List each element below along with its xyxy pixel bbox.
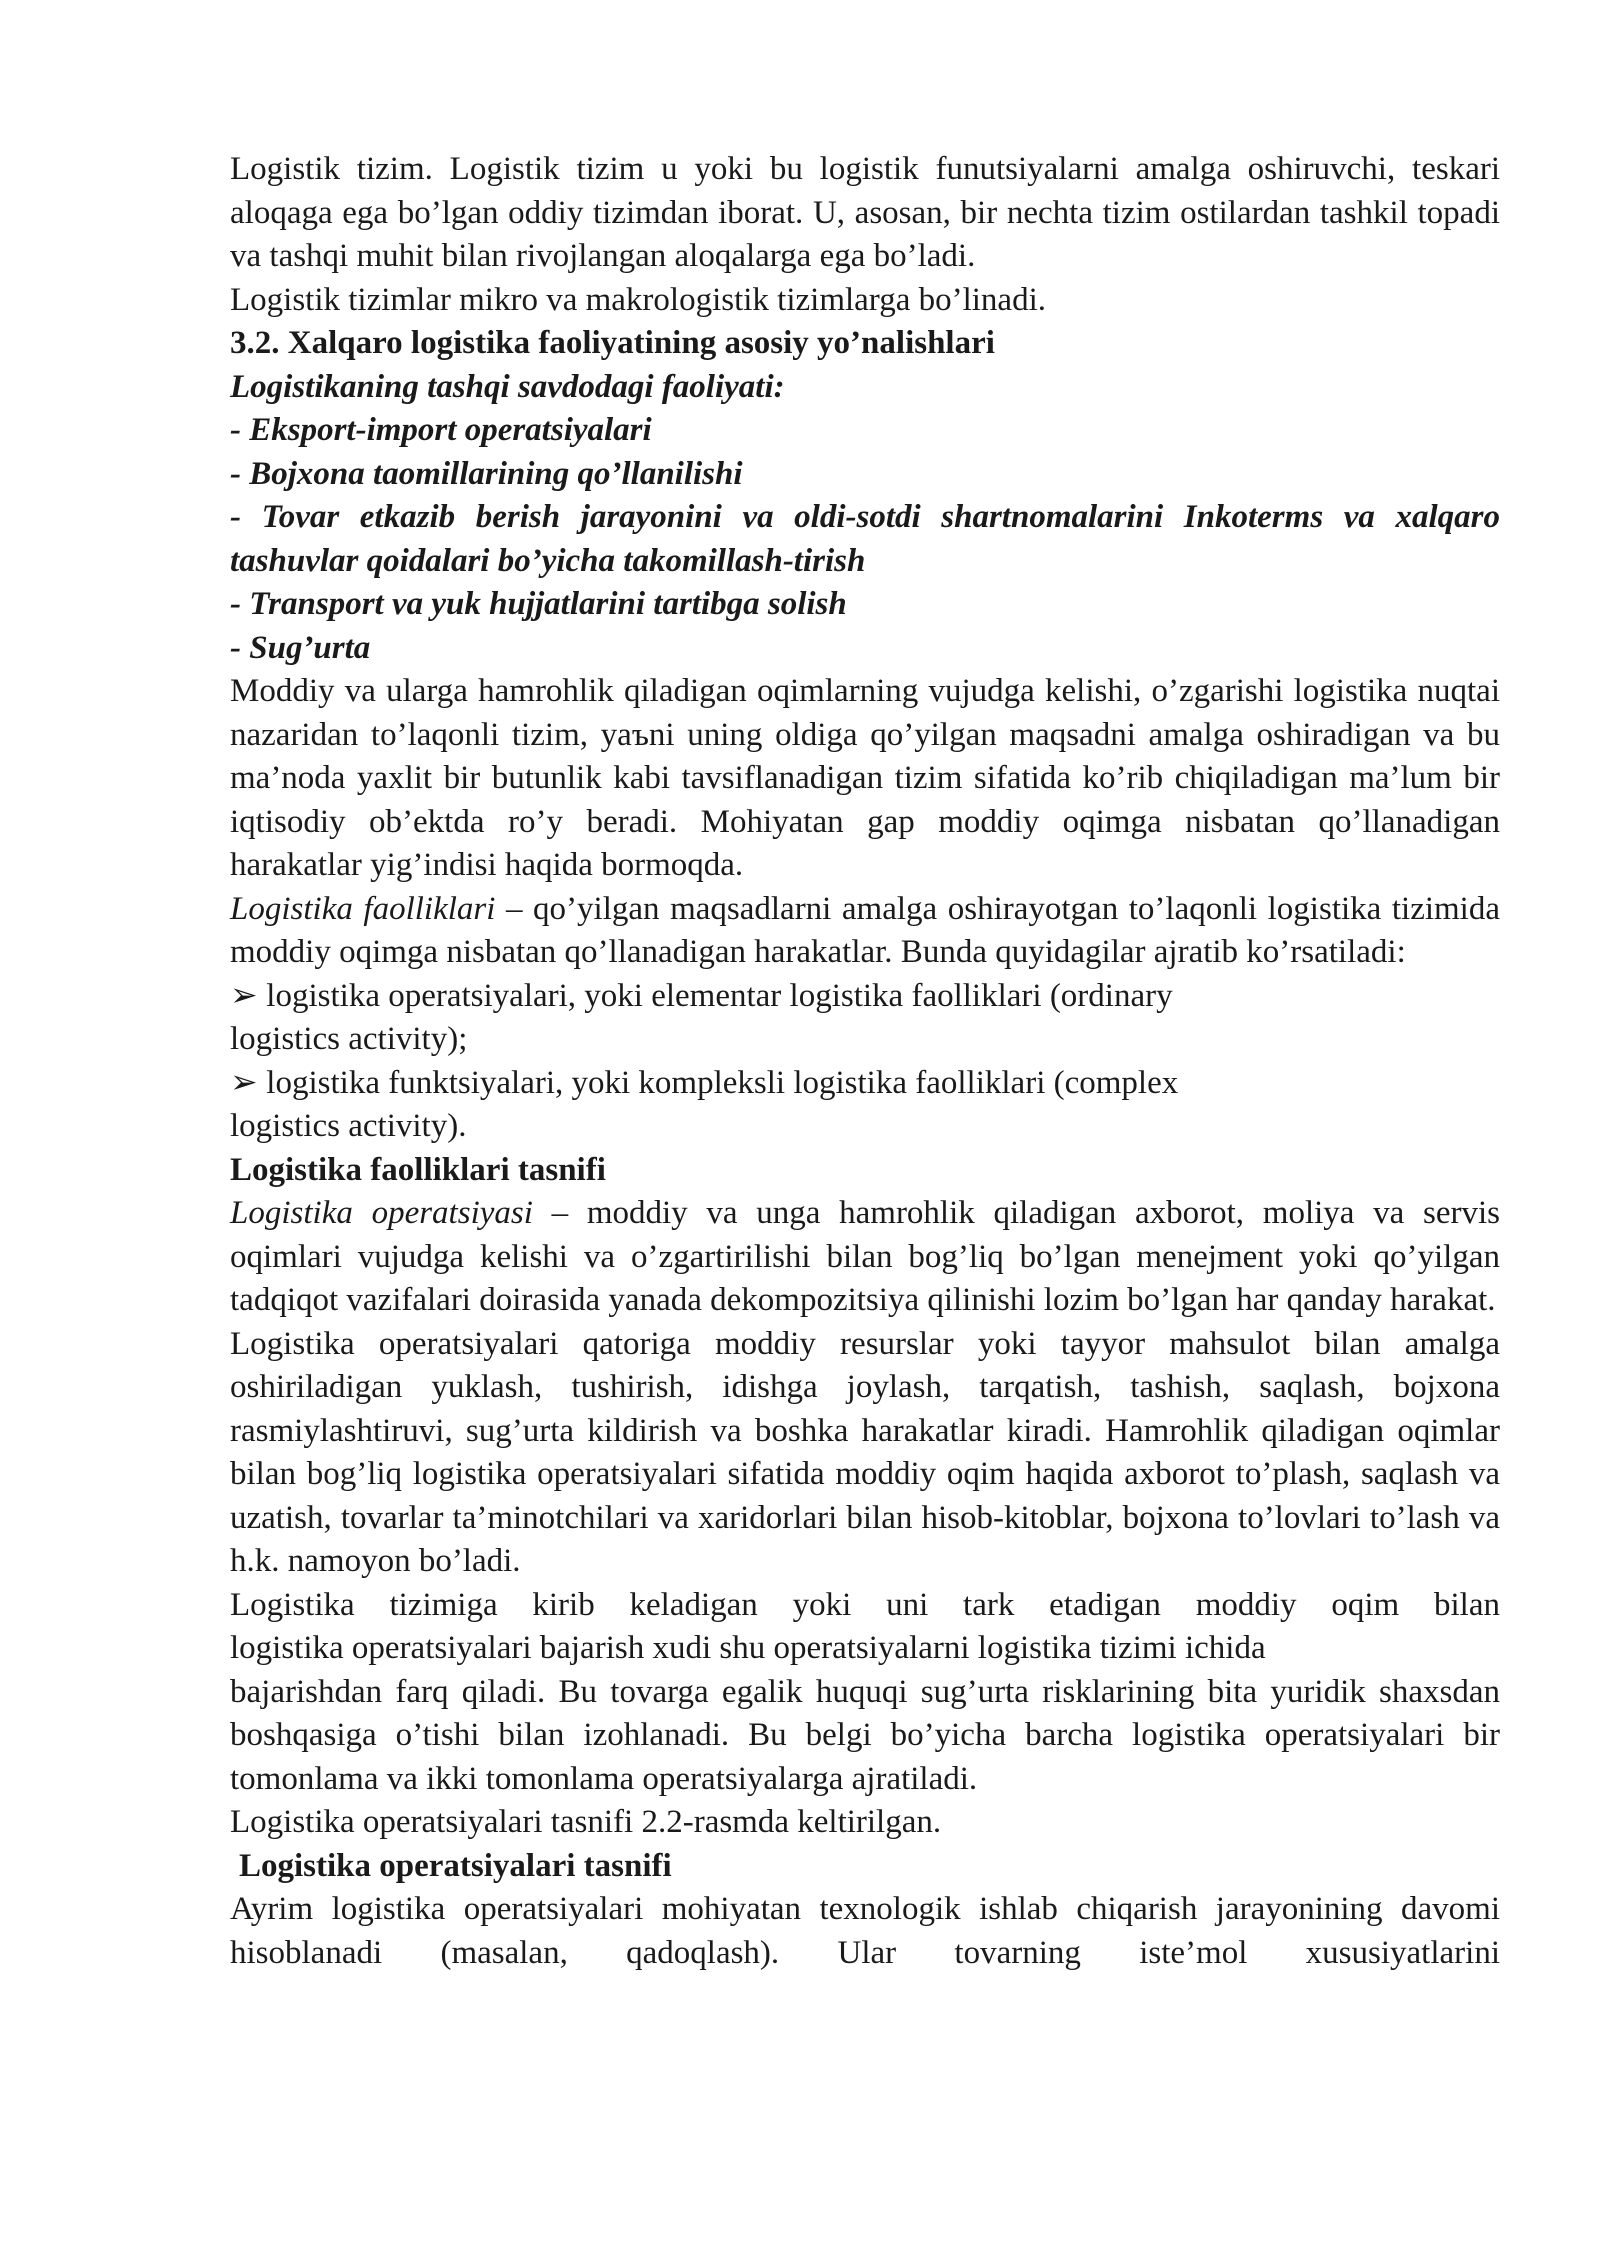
bullet-text-continued: logistics activity); (230, 1021, 468, 1057)
activity-item: - Transport va yuk hujjatlarini tartibga solish (230, 586, 847, 622)
heading-operations-classification: Logistika operatsiyalari tasnifi (239, 1847, 672, 1884)
definition-text: – qo’yilgan maqsadlarni amalga oshirayotgan to’laqonli logistika tizimida moddiy oqimga nisbatan qo’llanadigan harakatlar. Bunda quyidagilar ajratib ko’rsatiladi: (230, 890, 1500, 970)
bullet-item (230, 975, 1500, 1062)
paragraph-logistic-system: Logistik tizim. Logistik tizim u yoki bu logistik funutsiyalarni amalga oshiruvchi, teskari aloqaga ega bo’lgan oddiy tizimdan iborat. U, asosan, bir nechta tizim ostilardan tashkil topadi va tashqi muhit bilan rivojlangan aloqalarga ega bo’ladi. (230, 151, 1500, 274)
term-logistics-operation: Logistika operatsiyasi (230, 1195, 533, 1231)
activity-item: - Bojxona taomillarining qo’llanilishi (230, 455, 743, 492)
heading-activities-classification: Logistika faolliklari tasnifi (230, 1151, 606, 1188)
activity-item: - Eksport-import operatsiyalari (230, 412, 652, 448)
paragraph-flows: Moddiy va ularga hamrohlik qiladigan oqimlarning vujudga kelishi, o’zgarishi logistika nuqtai nazaridan to’laqonli tizim, yaъni uning oldiga qo’yilgan maqsadni amalga oshiradigan va bu ma’noda yaxlit bir butunlik kabi tavsiflanadigan tizim sifatida ko’rib chiqiladigan ma’lum bir iqtisodiy ob’ektda ro’y beradi. Mohiyatan gap moddiy oqimga nisbatan qo’llanadigan harakatlar yig’indisi haqida bormoqda. (230, 673, 1500, 883)
section-heading: 3.2. Xalqaro logistika faoliyatining asosiy yo’nalishlari (230, 325, 995, 361)
arrow-bullet-icon: ➢ (230, 1064, 258, 1101)
bullet-text: logistika operatsiyalari, yoki elementar logistika faolliklari (ordinary (266, 977, 1173, 1014)
activity-item: - Tovar etkazib berish jarayonini va oldi-sotdi shartnomalarini Inkoterms va xalqaro tashuvlar qoidalari bo’yicha takomillash-tirish (230, 499, 1500, 579)
term-logistics-activities: Logistika faolliklari (230, 890, 496, 927)
arrow-bullet-icon: ➢ (230, 977, 258, 1014)
paragraph-technological-operations: Ayrim logistika operatsiyalari mohiyatan texnologik ishlab chiqarish jarayonining davomi hisoblanadi (masalan, qadoqlash). Ular tovarning iste’mol xususiyatlarini (230, 1891, 1500, 1971)
paragraph-operation-definition (230, 1192, 1500, 1323)
definition-text: – moddiy va unga hamrohlik qiladigan axborot, moliya va servis oqimlari vujudga kelishi va o’zgartirilishi bilan bog’liq bo’lgan menejment yoki qo’yilgan tadqiqot vazifalari doirasida yanada dekompozitsiya qilinishi lozim bo’lgan har qanday harakat. (230, 1195, 1500, 1318)
bullet-text-continued: logistics activity). (230, 1108, 467, 1144)
document-page (230, 148, 1500, 1975)
bullet-item (230, 1062, 1500, 1149)
activity-item: - Sug’urta (230, 629, 371, 666)
activities-subheading: Logistikaning tashqi savdodagi faoliyati: (230, 368, 785, 405)
bullet-text: logistika funktsiyalari, yoki kompleksli logistika faolliklari (complex (266, 1064, 1179, 1101)
paragraph-activities-definition (230, 888, 1500, 975)
paragraph-operations-list: Logistika operatsiyalari qatoriga moddiy resurslar yoki tayyor mahsulot bilan amalga oshiriladigan yuklash, tushirish, idishga joylash, tarqatish, tashish, saqlash, bojxona rasmiylashtiruvi, sug’urta kildirish va boshka harakatlar kiradi. Hamrohlik qiladigan oqimlar bilan bog’liq logistika operatsiyalari sifatida moddiy oqim haqida axborot to’plash, saqlash va uzatish, tovarlar ta’minotchilari va xaridorlari bilan hisob-kitoblar, bojxona to’lovlari to’lash va h.k. namoyon bo’ladi. (230, 1325, 1500, 1579)
paragraph-logistic-types: Logistik tizimlar mikro va makrologistik tizimlarga bo’linadi. (230, 281, 1046, 318)
paragraph-figure-reference: Logistika operatsiyalari tasnifi 2.2-rasmda keltirilgan. (230, 1804, 942, 1840)
paragraph-operations-difference: Logistika tizimiga kirib keladigan yoki uni tark etadigan moddiy oqim bilan logistika operatsiyalari bajarish xudi shu operatsiyalarni logistika tizimi ichida bajarishdan farq qiladi. Bu tovarga egalik huquqi sug’urta risklarining bita yuridik shaxsdan boshqasiga o’tishi bilan izohlanadi. Bu belgi bo’yicha barcha logistika operatsiyalari bir tomonlama va ikki tomonlama operatsiyalarga ajratiladi. (230, 1586, 1500, 1797)
